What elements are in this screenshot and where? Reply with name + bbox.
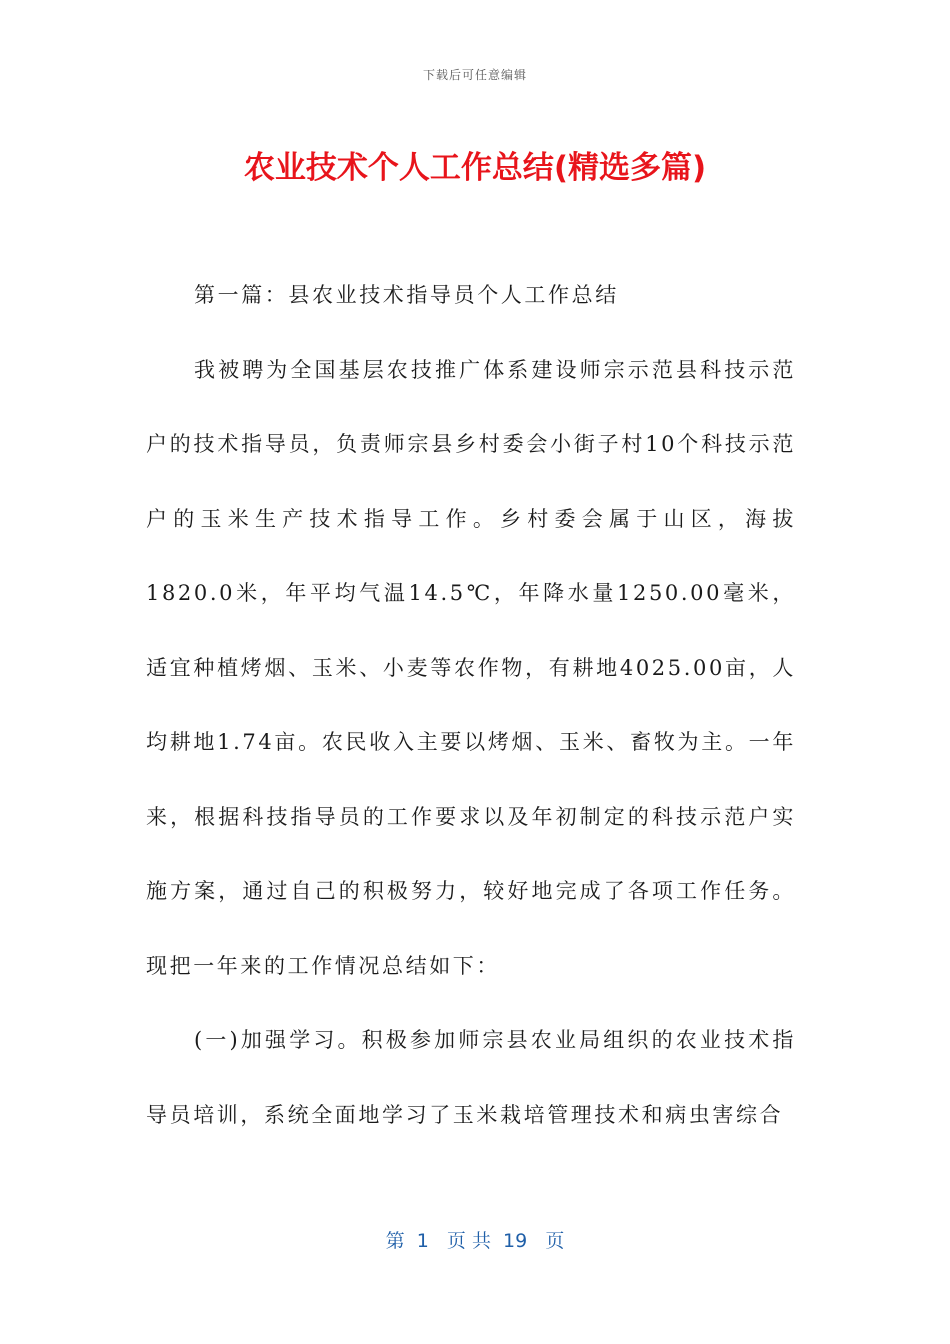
body-paragraph: (一)加强学习。积极参加师宗县农业局组织的农业技术指导员培训，系统全面地学习了玉米栽培管理技术和病虫害综合 — [146, 1028, 796, 1127]
document-body — [146, 258, 796, 1152]
body-paragraph: 我被聘为全国基层农技推广体系建设师宗示范县科技示范户的技术指导员，负责师宗县乡村委会小街子村10个科技示范户的玉米生产技术指导工作。乡村委会属于山区，海拔1820.0米，年平均气温14.5℃，年降水量1250.00毫米，适宜种植烤烟、玉米、小麦等农作物，有耕地4025.00亩，人均耕地1.74亩。农民收入主要以烤烟、玉米、畜牧为主。一年来，根据科技指导员的工作要求以及年初制定的科技示范户实施方案，通过自己的积极努力，较好地完成了各项工作任务。现把一年来的工作情况总结如下： — [146, 357, 796, 978]
section-heading: 第一篇：县农业技术指导员个人工作总结 — [194, 283, 619, 307]
header-note: 下载后可任意编辑 — [422, 68, 527, 82]
document-title: 农业技术个人工作总结(精选多篇) — [243, 150, 707, 186]
page-number-footer: 第 1 页 共 19 页 — [385, 1230, 565, 1252]
